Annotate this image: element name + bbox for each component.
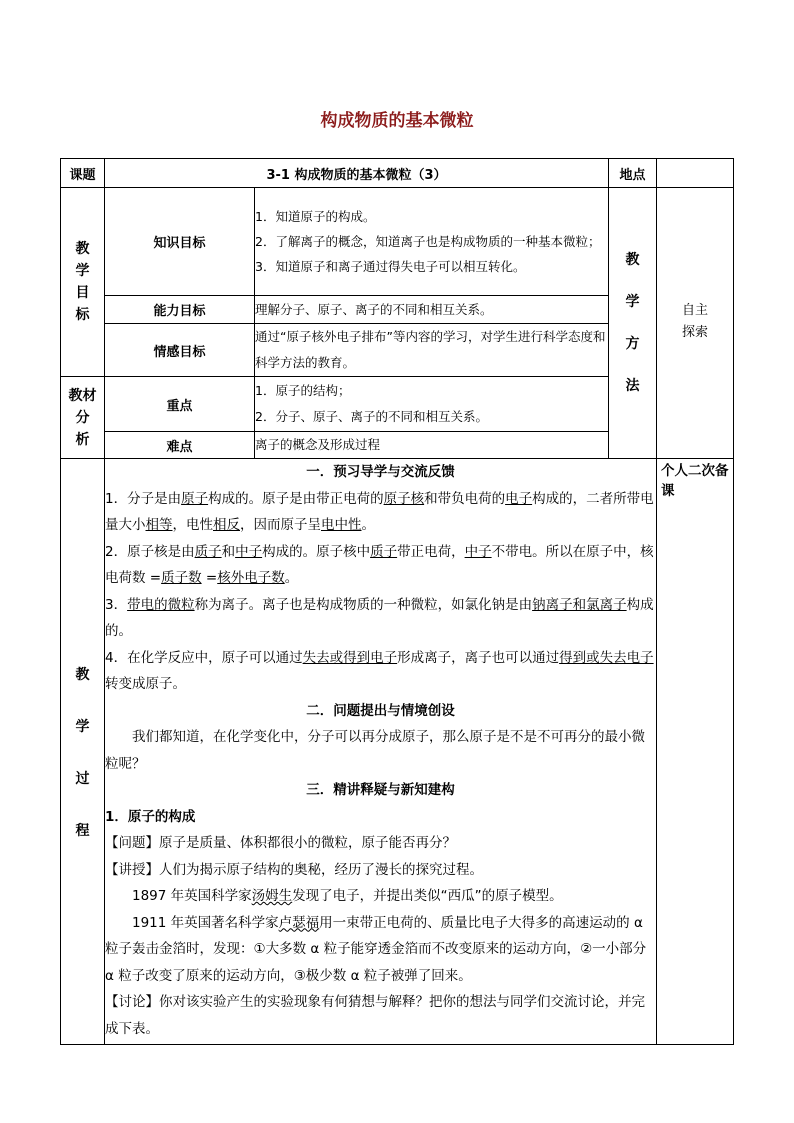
lecture-text: 【讲授】人们为揭示原子结构的奥秘，经历了漫长的探究过程。 xyxy=(105,861,483,878)
place-label: 地点 xyxy=(609,159,657,188)
document-title: 构成物质的基本微粒 xyxy=(320,111,474,131)
knowledge-item: 2．了解离子的概念，知道离子也是构成物质的一种基本微粒； xyxy=(255,233,601,249)
difficulty-label: 难点 xyxy=(105,432,255,459)
key-point-label: 重点 xyxy=(105,377,255,432)
rutherford-text: 1911 年英国著名科学家卢瑟福用一束带正电荷的、质量比电子大得多的高速运动的 α 粒子轰击金箔时，发现：①大多数 α 粒子能穿透金箔而不改变原来的运动方向，②一小部分 α 粒子改变了原来的运动方向，③极少数 α 粒子被弹了回来。 xyxy=(105,914,647,984)
ability-goal-content: 理解分子、原子、离子的不同和相互关系。 xyxy=(255,296,609,324)
preview-item-3: 3．带电的微粒称为离子。离子也是构成物质的一种微粒，如氯化钠是由钠离子和氯离子构成的。 xyxy=(105,596,654,639)
preview-item-1: 1．分子是由原子构成的。原子是由带正电荷的原子核和带负电荷的电子构成的，二者所带电量大小相等，电性相反，因而原子呈电中性。 xyxy=(105,490,654,533)
knowledge-item: 3．知道原子和离子通过得失电子可以相互转化。 xyxy=(255,258,526,274)
thomson-text: 1897 年英国科学家汤姆生发现了电子，并提出类似“西瓜”的原子模型。 xyxy=(132,888,563,904)
process-content xyxy=(105,459,657,1045)
method-value: 自主 探索 xyxy=(657,188,734,459)
section-heading: 一．预习导学与交流反馈 xyxy=(306,464,455,480)
goals-section-label: 教 学 目 标 xyxy=(61,188,105,377)
section-heading: 二．问题提出与情境创设 xyxy=(306,702,455,719)
personal-prep-note: 个人二次备课 xyxy=(657,459,734,1045)
discussion-text: 【讨论】你对该实验产生的实验现象有何猜想与解释？把你的想法与同学们交流讨论，并完成下表。 xyxy=(105,994,645,1037)
lesson-plan-table xyxy=(60,158,734,1045)
emotion-goal-content: 通过“原子核外电子排布”等内容的学习，对学生进行科学态度和科学方法的教育。 xyxy=(255,324,609,377)
topic-value: 3-1 构成物质的基本微粒（3） xyxy=(105,159,609,188)
method-label: 教 学 方 法 xyxy=(609,188,657,459)
process-section-label: 教 学 过 程 xyxy=(61,459,105,1045)
scenario-text: 我们都知道，在化学变化中，分子可以再分成原子，那么原子是不是不可再分的最小微粒呢？ xyxy=(105,729,645,772)
place-value xyxy=(657,159,734,188)
emotion-goal-label: 情感目标 xyxy=(105,324,255,377)
preview-item-2: 2．原子核是由质子和中子构成的。原子核中质子带正电荷，中子不带电。所以在原子中，核电荷数 =质子数 =核外电子数。 xyxy=(105,543,654,586)
knowledge-item: 1．知道原子的构成。 xyxy=(255,208,376,224)
knowledge-goal-label: 知识目标 xyxy=(105,188,255,296)
topic-label: 课题 xyxy=(61,159,105,188)
question-text: 【问题】原子是质量、体积都很小的微粒，原子能否再分？ xyxy=(105,835,456,851)
difficulty-content: 离子的概念及形成过程 xyxy=(255,432,609,459)
preview-item-4: 4．在化学反应中，原子可以通过失去或得到电子形成离子，离子也可以通过得到或失去电子转变成原子。 xyxy=(105,649,654,692)
knowledge-goal-content xyxy=(255,188,609,296)
key-point-content: 1．原子的结构； 2．分子、原子、离子的不同和相互关系。 xyxy=(255,377,609,432)
section-heading: 三．精讲释疑与新知建构 xyxy=(306,782,455,798)
analysis-section-label: 教材 分 析 xyxy=(61,377,105,459)
subsection-heading: 1．原子的构成 xyxy=(105,808,196,825)
ability-goal-label: 能力目标 xyxy=(105,296,255,324)
